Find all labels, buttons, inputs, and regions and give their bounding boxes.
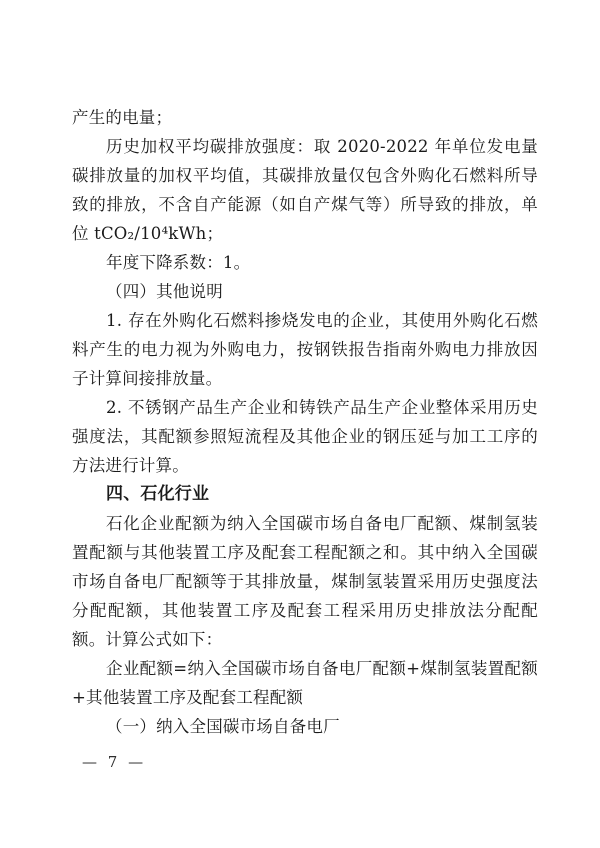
subheading-captive-power-plants: （一）纳入全国碳市场自备电厂 xyxy=(106,717,340,736)
document-body xyxy=(72,103,538,741)
list-item-2-stainless-steel-cast-iron: 2. 不锈钢产品生产企业和铸铁产品生产企业整体采用历史强度法，其配额参照短流程及其他企业的钢压延与加工工序的方法进行计算。 xyxy=(72,398,538,475)
paragraph-electricity-generated: 产生的电量； xyxy=(72,108,173,127)
paragraph-enterprise-quota-formula: 企业配额=纳入全国碳市场自备电厂配额+煤制氢装置配额+其他装置工序及配套工程配额 xyxy=(72,659,538,707)
subheading-other-notes: （四）其他说明 xyxy=(106,282,223,301)
list-item-1-co-firing-enterprises: 1. 存在外购化石燃料掺烧发电的企业，其使用外购化石燃料产生的电力视为外购电力，按钢铁报告指南外购电力排放因子计算间接排放量。 xyxy=(72,311,538,388)
section-heading-petrochemical-industry: 四、石化行业 xyxy=(106,484,210,504)
paragraph-annual-decline-factor: 年度下降系数：1。 xyxy=(106,253,251,272)
page-number: — 7 — xyxy=(82,753,147,771)
paragraph-petrochemical-quota-composition: 石化企业配额为纳入全国碳市场自备电厂配额、煤制氢装置配额与其他装置工序及配套工程配额之和。其中纳入全国碳市场自备电厂配额等于其排放量，煤制氢装置采用历史强度法分配配额，其他装置工序及配套工程采用历史排放法分配配额。计算公式如下： xyxy=(72,514,538,649)
paragraph-historical-weighted-carbon-intensity: 历史加权平均碳排放强度：取 2020-2022 年单位发电量碳排放量的加权平均值，其碳排放量仅包含外购化石燃料所导致的排放，不含自产能源（如自产煤气等）所导致的排放，单位 tCO₂/10⁴kWh； xyxy=(72,137,538,243)
